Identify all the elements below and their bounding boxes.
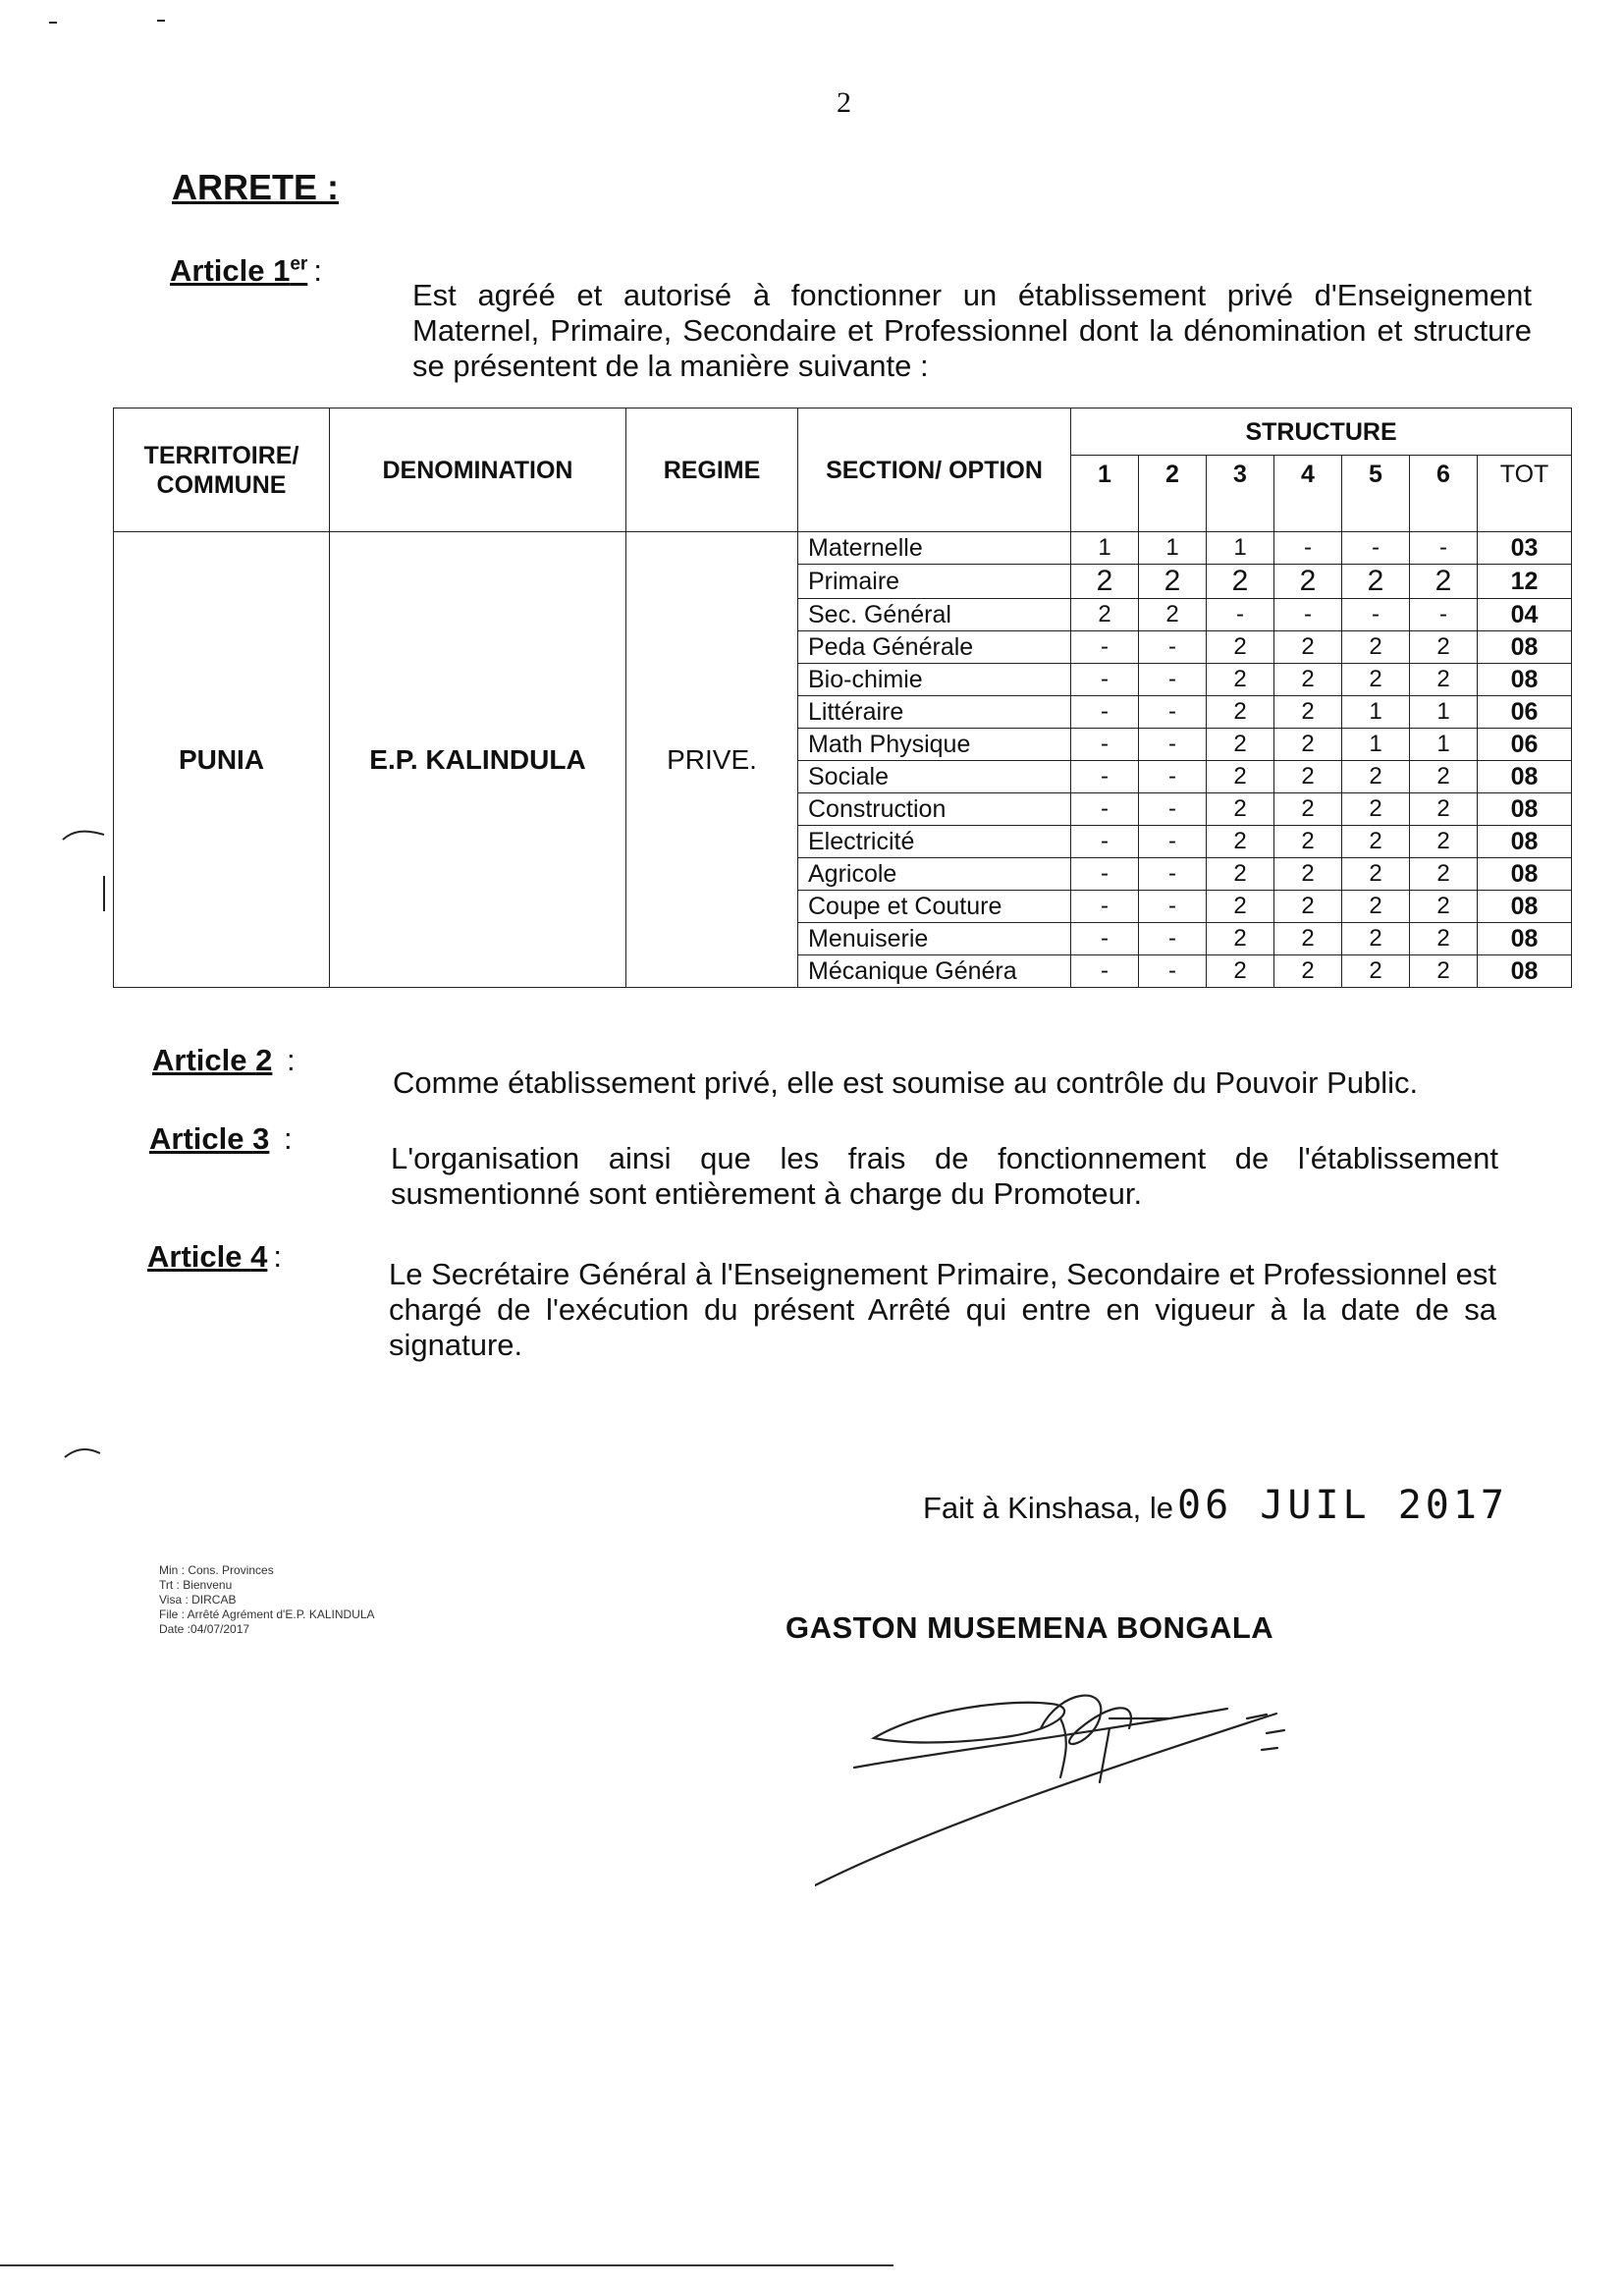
meta-line: Min : Cons. Provinces (159, 1563, 274, 1577)
signature-date: 06 JUIL 2017 (1177, 1483, 1509, 1528)
option-cell: Agricole (798, 858, 1071, 891)
article-4-num: 4 (250, 1239, 268, 1274)
structure-cell: 1 (1342, 729, 1410, 761)
article-4-word: Article (147, 1239, 243, 1274)
structure-cell: - (1139, 858, 1207, 891)
option-cell: Primaire (798, 565, 1071, 599)
meta-line: File : Arrêté Agrément d'E.P. KALINDULA (159, 1607, 375, 1621)
structure-cell: 2 (1410, 631, 1478, 664)
option-cell: Sec. Général (798, 599, 1071, 631)
article-3-text: L'organisation ainsi que les frais de fonctionnement de l'établissement susmentionné sont entièrement à charge du Promoteur. (391, 1141, 1498, 1211)
structure-cell: 1 (1342, 696, 1410, 729)
structure-cell: - (1139, 664, 1207, 696)
article-3-label: Article 3 : (149, 1121, 293, 1156)
structure-cell: 2 (1207, 565, 1274, 599)
scan-mark (63, 1444, 102, 1463)
structure-cell: 2 (1410, 793, 1478, 826)
structure-cell: - (1139, 631, 1207, 664)
article-2-label: Article 2 : (152, 1043, 296, 1077)
table-row (114, 532, 1572, 565)
structure-cell: 2 (1207, 923, 1274, 955)
structure-cell: - (1139, 955, 1207, 988)
structure-cell: 2 (1342, 826, 1410, 858)
structure-cell: 2 (1410, 858, 1478, 891)
structure-cell: 2 (1274, 761, 1342, 793)
structure-cell: - (1342, 532, 1410, 565)
structure-cell: 2 (1410, 923, 1478, 955)
header-col-tot: TOT (1478, 456, 1572, 532)
total-cell: 08 (1478, 761, 1572, 793)
structure-cell: 2 (1274, 858, 1342, 891)
structure-cell: - (1071, 696, 1139, 729)
territoire-cell: PUNIA (114, 532, 330, 988)
structure-cell: 2 (1274, 923, 1342, 955)
option-cell: Menuiserie (798, 923, 1071, 955)
structure-cell: - (1410, 532, 1478, 565)
structure-cell: 2 (1274, 565, 1342, 599)
article-3-num: 3 (252, 1121, 270, 1156)
structure-cell: 2 (1207, 891, 1274, 923)
regime-cell: PRIVE. (626, 532, 798, 988)
total-cell: 06 (1478, 729, 1572, 761)
structure-cell: 2 (1342, 631, 1410, 664)
header-col-2: 2 (1139, 456, 1207, 532)
structure-cell: 2 (1410, 826, 1478, 858)
header-denomination: DENOMINATION (330, 409, 626, 532)
header-col-1: 1 (1071, 456, 1139, 532)
structure-cell: 2 (1207, 761, 1274, 793)
structure-cell: 2 (1207, 793, 1274, 826)
structure-cell: - (1139, 696, 1207, 729)
file-meta-block (159, 1563, 375, 1637)
structure-cell: 2 (1274, 631, 1342, 664)
structure-cell: 2 (1207, 729, 1274, 761)
structure-cell: 2 (1342, 664, 1410, 696)
structure-cell: 1 (1410, 696, 1478, 729)
header-territoire: TERRITOIRE/ COMMUNE (114, 409, 330, 532)
structure-cell: 2 (1342, 793, 1410, 826)
option-cell: Littéraire (798, 696, 1071, 729)
meta-line: Trt : Bienvenu (159, 1578, 233, 1592)
structure-cell: - (1071, 891, 1139, 923)
structure-cell: 2 (1274, 664, 1342, 696)
structure-cell: - (1071, 793, 1139, 826)
scan-mark (157, 20, 165, 22)
structure-cell: 2 (1410, 565, 1478, 599)
page-number: 2 (837, 86, 851, 119)
structure-cell: 2 (1139, 565, 1207, 599)
structure-cell: 2 (1342, 565, 1410, 599)
structure-cell: - (1139, 891, 1207, 923)
header-col-4: 4 (1274, 456, 1342, 532)
total-cell: 06 (1478, 696, 1572, 729)
total-cell: 12 (1478, 565, 1572, 599)
option-cell: Peda Générale (798, 631, 1071, 664)
header-section-option: SECTION/ OPTION (798, 409, 1071, 532)
option-cell: Math Physique (798, 729, 1071, 761)
structure-cell: - (1071, 761, 1139, 793)
structure-cell: 2 (1274, 891, 1342, 923)
signature-place-date (923, 1483, 1508, 1528)
total-cell: 08 (1478, 793, 1572, 826)
handwritten-signature (815, 1660, 1365, 1895)
structure-cell: - (1207, 599, 1274, 631)
structure-cell: 2 (1207, 858, 1274, 891)
option-cell: Coupe et Couture (798, 891, 1071, 923)
structure-cell: - (1071, 923, 1139, 955)
structure-cell: 2 (1207, 664, 1274, 696)
total-cell: 08 (1478, 826, 1572, 858)
meta-line: Visa : DIRCAB (159, 1593, 237, 1607)
article-3-word: Article (149, 1121, 244, 1156)
total-cell: 08 (1478, 955, 1572, 988)
header-structure: STRUCTURE (1071, 409, 1572, 456)
structure-cell: 2 (1274, 955, 1342, 988)
article-1-word: Article 1 (170, 253, 291, 288)
denomination-cell: E.P. KALINDULA (330, 532, 626, 988)
structure-cell: - (1410, 599, 1478, 631)
structure-cell: - (1071, 664, 1139, 696)
structure-cell: - (1071, 729, 1139, 761)
structure-cell: 2 (1410, 955, 1478, 988)
article-2-word: Article (152, 1043, 247, 1077)
structure-cell: 2 (1274, 696, 1342, 729)
article-1-text: Est agréé et autorisé à fonctionner un établissement privé d'Enseignement Maternel, Primaire, Secondaire et Professionnel dont la dénomination et structure se présentent de la manière suivante : (412, 278, 1532, 383)
total-cell: 03 (1478, 532, 1572, 565)
structure-cell: 2 (1342, 891, 1410, 923)
total-cell: 08 (1478, 891, 1572, 923)
structure-cell: - (1071, 858, 1139, 891)
option-cell: Bio-chimie (798, 664, 1071, 696)
structure-cell: 2 (1342, 858, 1410, 891)
header-regime: REGIME (626, 409, 798, 532)
structure-cell: - (1139, 826, 1207, 858)
structure-cell: 2 (1342, 955, 1410, 988)
total-cell: 08 (1478, 858, 1572, 891)
signature-place: Fait à Kinshasa, le (923, 1491, 1174, 1525)
structure-cell: 2 (1410, 664, 1478, 696)
article-1-sup: er (290, 253, 308, 275)
structure-cell: 2 (1274, 729, 1342, 761)
structure-cell: 1 (1207, 532, 1274, 565)
structure-cell: 2 (1207, 696, 1274, 729)
structure-cell: 2 (1342, 923, 1410, 955)
structure-cell: - (1139, 923, 1207, 955)
structure-cell: 2 (1139, 599, 1207, 631)
option-cell: Construction (798, 793, 1071, 826)
structure-cell: 2 (1207, 631, 1274, 664)
scan-mark (61, 825, 110, 913)
decree-heading: ARRETE : (172, 167, 339, 207)
header-col-6: 6 (1410, 456, 1478, 532)
option-cell: Sociale (798, 761, 1071, 793)
header-col-5: 5 (1342, 456, 1410, 532)
structure-cell: 2 (1207, 955, 1274, 988)
article-4-text: Le Secrétaire Général à l'Enseignement Primaire, Secondaire et Professionnel est chargé de l'exécution du présent Arrêté qui entre en vigueur à la date de sa signature. (389, 1257, 1496, 1362)
meta-line: Date :04/07/2017 (159, 1622, 250, 1636)
structure-cell: 2 (1274, 793, 1342, 826)
article-4-label: Article 4 : (147, 1239, 282, 1274)
structure-cell: - (1274, 532, 1342, 565)
structure-cell: 2 (1410, 761, 1478, 793)
structure-cell: 2 (1342, 761, 1410, 793)
structure-cell: - (1071, 955, 1139, 988)
structure-cell: - (1274, 599, 1342, 631)
structure-cell: 1 (1071, 532, 1139, 565)
article-2-text: Comme établissement privé, elle est soumise au contrôle du Pouvoir Public. (393, 1065, 1419, 1100)
structure-cell: 1 (1139, 532, 1207, 565)
structure-cell: 1 (1410, 729, 1478, 761)
structure-cell: 2 (1071, 565, 1139, 599)
structure-cell: 2 (1071, 599, 1139, 631)
structure-cell: - (1139, 729, 1207, 761)
structure-cell: 2 (1207, 826, 1274, 858)
structure-table (113, 408, 1572, 988)
total-cell: 04 (1478, 599, 1572, 631)
structure-cell: 2 (1274, 826, 1342, 858)
scan-mark (49, 22, 57, 24)
option-cell: Electricité (798, 826, 1071, 858)
structure-cell: - (1071, 826, 1139, 858)
article-2-num: 2 (255, 1043, 273, 1077)
structure-cell: - (1071, 631, 1139, 664)
structure-cell: 2 (1410, 891, 1478, 923)
option-cell: Mécanique Généra (798, 955, 1071, 988)
structure-cell: - (1139, 761, 1207, 793)
total-cell: 08 (1478, 923, 1572, 955)
bottom-rule (0, 2264, 893, 2266)
article-1-label: Article 1er : (170, 253, 322, 288)
structure-cell: - (1139, 793, 1207, 826)
total-cell: 08 (1478, 631, 1572, 664)
structure-cell: - (1342, 599, 1410, 631)
option-cell: Maternelle (798, 532, 1071, 565)
signer-name: GASTON MUSEMENA BONGALA (785, 1610, 1274, 1645)
header-col-3: 3 (1207, 456, 1274, 532)
total-cell: 08 (1478, 664, 1572, 696)
